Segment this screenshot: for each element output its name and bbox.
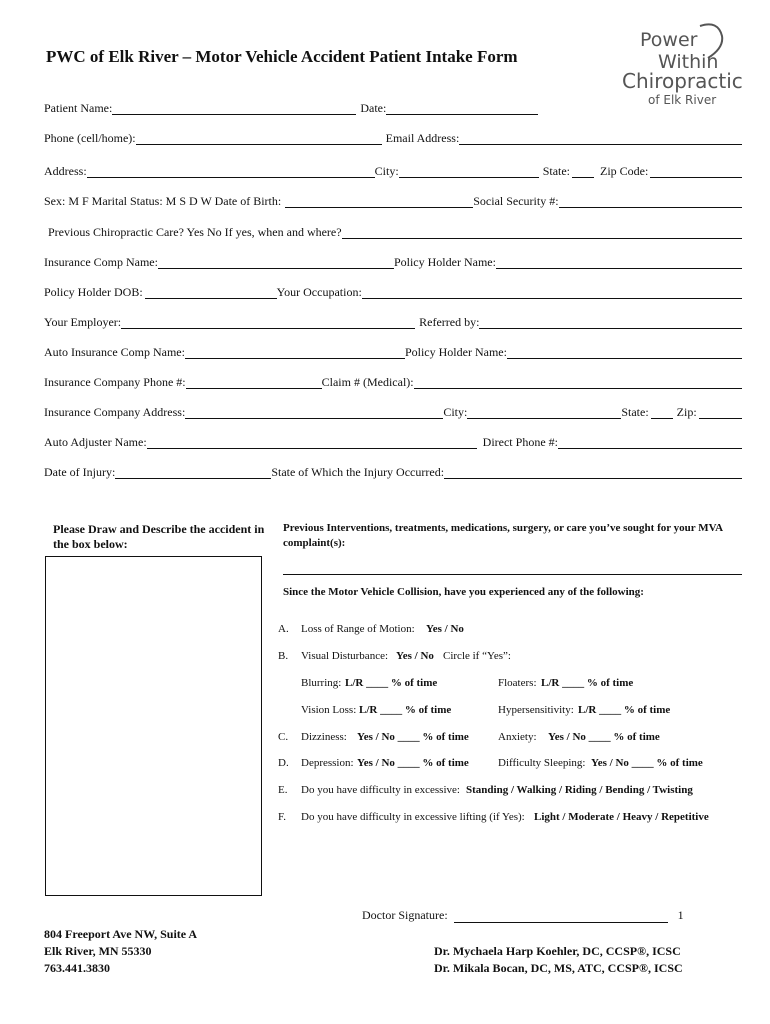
zip-label: Zip Code: xyxy=(600,164,649,178)
accident-drawing-box[interactable] xyxy=(45,556,262,896)
city-field[interactable] xyxy=(399,166,539,178)
patient-name-label: Patient Name: xyxy=(44,101,113,115)
row-insurance xyxy=(44,251,742,269)
vision-loss-options[interactable]: L/R ____ % of time xyxy=(359,704,452,716)
address-label: Address: xyxy=(44,164,87,178)
state-label: State: xyxy=(542,164,571,178)
doctor-1: Dr. Mychaela Harp Koehler, DC, CCSP®, ICSC xyxy=(434,944,681,958)
item-c-letter: C. xyxy=(278,731,289,743)
clinic-phone: 763.441.3830 xyxy=(44,961,110,975)
row-employer xyxy=(44,311,742,329)
insurance-address-label: Insurance Company Address: xyxy=(44,405,186,419)
item-b-letter: B. xyxy=(278,650,289,662)
phone-label: Phone (cell/home): xyxy=(44,131,136,145)
item-d-options[interactable]: Yes / No ____ % of time xyxy=(357,757,469,769)
item-c-label: Dizziness: xyxy=(301,731,347,743)
auto-insurance-label: Auto Insurance Comp Name: xyxy=(44,345,185,359)
row-patient-name xyxy=(44,97,538,115)
email-field[interactable] xyxy=(459,133,742,145)
auto-insurance-field[interactable] xyxy=(185,347,405,359)
referred-by-label: Referred by: xyxy=(419,315,480,329)
logo-line2: Within xyxy=(658,51,719,73)
sleeping-options[interactable]: Yes / No ____ % of time xyxy=(591,757,703,769)
referred-by-field[interactable] xyxy=(479,317,742,329)
signature-row xyxy=(362,908,684,923)
item-d-letter: D. xyxy=(278,757,289,769)
date-of-injury-label: Date of Injury: xyxy=(44,465,116,479)
item-a-label: Loss of Range of Motion: xyxy=(301,623,415,635)
city2-field[interactable] xyxy=(467,407,621,419)
direct-phone-label: Direct Phone #: xyxy=(482,435,558,449)
blurring-options[interactable]: L/R ____ % of time xyxy=(345,677,438,689)
zip-field[interactable] xyxy=(650,166,742,178)
insurance-phone-field[interactable] xyxy=(186,377,322,389)
row-insurance-address xyxy=(44,401,742,419)
city2-label: City: xyxy=(443,405,468,419)
state2-label: State: xyxy=(621,405,649,419)
patient-name-field[interactable] xyxy=(112,103,356,115)
employer-label: Your Employer: xyxy=(44,315,122,329)
anxiety-label: Anxiety: xyxy=(498,731,537,743)
item-f-label: Do you have difficulty in excessive lifting (if Yes): xyxy=(301,811,525,823)
row-adjuster xyxy=(44,431,742,449)
hypersensitivity-options[interactable]: L/R ____ % of time xyxy=(578,704,671,716)
page-number: 1 xyxy=(677,908,684,922)
policy-holder-label: Policy Holder Name: xyxy=(393,255,496,269)
previous-interventions-label: Previous Interventions, treatments, medications, surgery, or care you’ve sought for your MVA complaint(s): xyxy=(283,522,723,549)
doctor-signature-field[interactable] xyxy=(454,911,668,923)
item-a-options[interactable]: Yes / No xyxy=(426,623,464,635)
doctor-2: Dr. Mikala Bocan, DC, MS, ATC, CCSP®, ICSC xyxy=(434,961,683,975)
row-injury xyxy=(44,461,742,479)
state-of-injury-label: State of Which the Injury Occurred: xyxy=(271,465,445,479)
zip2-field[interactable] xyxy=(699,407,742,419)
address-field[interactable] xyxy=(87,166,375,178)
prev-chiro-label: Previous Chiropractic Care? Yes No If yes, when and where? xyxy=(48,225,342,239)
row-address xyxy=(44,160,742,178)
row-insurance-phone xyxy=(44,371,742,389)
item-d-label: Depression: xyxy=(301,757,354,769)
phone-field[interactable] xyxy=(136,133,382,145)
item-e-options[interactable]: Standing / Walking / Riding / Bending / Twisting xyxy=(466,784,693,796)
zip2-label: Zip: xyxy=(676,405,697,419)
ssn-field[interactable] xyxy=(559,196,742,208)
item-b-label: Visual Disturbance: xyxy=(301,650,389,662)
item-e-label: Do you have difficulty in excessive: xyxy=(301,784,460,796)
floaters-label: Floaters: xyxy=(498,677,537,689)
item-b-circle-note: Circle if “Yes”: xyxy=(443,650,511,662)
sleeping-label: Difficulty Sleeping: xyxy=(498,757,586,769)
auto-policy-holder-label: Policy Holder Name: xyxy=(404,345,507,359)
blurring-label: Blurring: xyxy=(301,677,342,689)
auto-adjuster-field[interactable] xyxy=(147,437,477,449)
state2-field[interactable] xyxy=(651,407,673,419)
clinic-logo xyxy=(612,22,752,110)
date-label: Date: xyxy=(360,101,387,115)
item-a-letter: A. xyxy=(278,623,289,635)
logo-line3: Chiropractic xyxy=(622,69,743,93)
insurance-address-field[interactable] xyxy=(185,407,443,419)
row-phone xyxy=(44,127,742,145)
date-field[interactable] xyxy=(386,103,538,115)
policy-holder-dob-field[interactable] xyxy=(145,287,277,299)
address-line-1: 804 Freeport Ave NW, Suite A xyxy=(44,927,198,941)
row-dob-occupation xyxy=(44,281,742,299)
prev-chiro-field[interactable] xyxy=(342,227,742,239)
policy-holder-dob-label: Policy Holder DOB: xyxy=(44,285,143,299)
policy-holder-field[interactable] xyxy=(496,257,742,269)
row-prev-chiro xyxy=(48,221,742,239)
row-sex-dob xyxy=(44,190,742,208)
item-e-letter: E. xyxy=(278,784,288,796)
vision-loss-label: Vision Loss: xyxy=(301,704,357,716)
item-f-options[interactable]: Light / Moderate / Heavy / Repetitive xyxy=(534,811,709,823)
dob-field[interactable] xyxy=(285,196,473,208)
direct-phone-field[interactable] xyxy=(558,437,742,449)
insurance-phone-label: Insurance Company Phone #: xyxy=(44,375,186,389)
state-field[interactable] xyxy=(572,166,594,178)
address-line-2: Elk River, MN 55330 xyxy=(44,944,152,958)
page-title: PWC of Elk River – Motor Vehicle Accident Patient Intake Form xyxy=(46,47,518,66)
hypersensitivity-label: Hypersensitivity: xyxy=(498,704,574,716)
state-of-injury-field[interactable] xyxy=(444,467,742,479)
logo-line1: Power xyxy=(640,29,698,51)
email-label: Email Address: xyxy=(385,131,460,145)
doctor-list xyxy=(434,943,683,977)
anxiety-options[interactable]: Yes / No ____ % of time xyxy=(548,731,660,743)
clinic-address xyxy=(44,926,197,977)
occupation-label: Your Occupation: xyxy=(276,285,362,299)
item-c-options[interactable]: Yes / No ____ % of time xyxy=(357,731,469,743)
sex-marital-dob-label: Sex: M F Marital Status: M S D W Date of Birth: xyxy=(44,194,282,208)
since-collision-heading: Since the Motor Vehicle Collision, have you experienced any of the following: xyxy=(283,586,644,598)
date-of-injury-field[interactable] xyxy=(115,467,271,479)
claim-label: Claim # (Medical): xyxy=(321,375,414,389)
claim-field[interactable] xyxy=(414,377,742,389)
floaters-options[interactable]: L/R ____ % of time xyxy=(541,677,634,689)
doctor-signature-label: Doctor Signature: xyxy=(362,908,448,922)
auto-policy-holder-field[interactable] xyxy=(507,347,742,359)
employer-field[interactable] xyxy=(121,317,415,329)
insurance-comp-label: Insurance Comp Name: xyxy=(44,255,158,269)
insurance-comp-field[interactable] xyxy=(158,257,394,269)
item-f-letter: F. xyxy=(278,811,286,823)
ssn-label: Social Security #: xyxy=(473,194,559,208)
logo-line4: of Elk River xyxy=(648,93,717,107)
row-auto-insurance xyxy=(44,341,742,359)
item-b-options[interactable]: Yes / No xyxy=(396,650,434,662)
city-label: City: xyxy=(374,164,399,178)
occupation-field[interactable] xyxy=(362,287,742,299)
auto-adjuster-label: Auto Adjuster Name: xyxy=(44,435,147,449)
draw-box-label: Please Draw and Describe the accident in the box below: xyxy=(53,522,265,551)
previous-interventions-field[interactable] xyxy=(283,574,742,575)
